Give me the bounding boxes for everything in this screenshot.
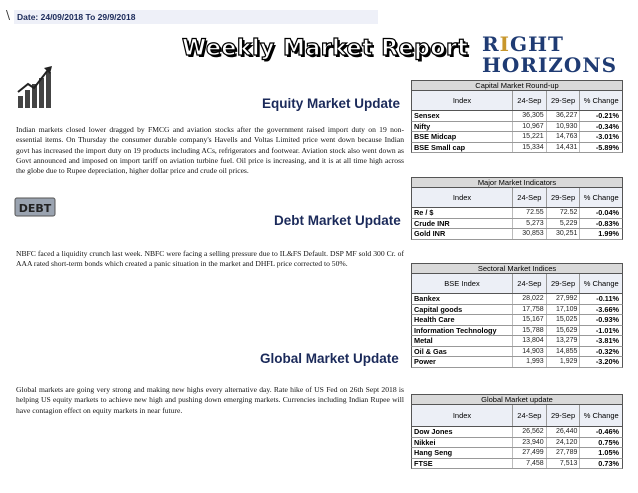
column-header: % Change bbox=[583, 96, 619, 105]
table-header-row bbox=[411, 188, 623, 208]
column-header: Index bbox=[412, 188, 513, 207]
column-header: 24-Sep bbox=[513, 274, 547, 293]
table-row bbox=[411, 427, 623, 438]
percent-change: -0.11% bbox=[596, 294, 619, 303]
column-header: 24-Sep bbox=[513, 91, 547, 110]
row-label: Nifty bbox=[412, 122, 513, 132]
debt-heading: Debt Market Update bbox=[274, 213, 401, 228]
row-label: Re / $ bbox=[412, 208, 513, 218]
percent-change: 1.99% bbox=[598, 229, 619, 238]
percent-change: -0.04% bbox=[595, 208, 619, 217]
corner-mark: \ bbox=[6, 8, 11, 22]
row-label: Bankex bbox=[412, 294, 513, 304]
row-label: Crude INR bbox=[412, 219, 513, 229]
percent-change: 0.75% bbox=[598, 437, 619, 447]
value-29-sep: 1,929 bbox=[547, 357, 581, 367]
row-label: FTSE bbox=[412, 459, 513, 469]
table-row bbox=[411, 459, 623, 470]
column-header: % Change bbox=[583, 279, 619, 288]
value-29-sep: 72.52 bbox=[547, 208, 581, 218]
percent-change: -0.46% bbox=[595, 427, 619, 436]
table-title: Global Market update bbox=[411, 394, 623, 405]
value-24-sep: 72.55 bbox=[513, 208, 547, 218]
value-24-sep: 1,993 bbox=[513, 357, 547, 367]
table-row bbox=[411, 326, 623, 337]
table-row bbox=[411, 143, 623, 154]
column-header: 29-Sep bbox=[547, 91, 581, 110]
table-row bbox=[411, 208, 623, 219]
column-header: 24-Sep bbox=[513, 405, 547, 426]
percent-change: -3.01% bbox=[595, 132, 619, 141]
value-29-sep: 13,279 bbox=[547, 336, 581, 346]
table-row bbox=[411, 219, 623, 230]
table-row bbox=[411, 448, 623, 459]
column-header: 29-Sep bbox=[547, 188, 581, 207]
percent-change: -1.01% bbox=[595, 325, 619, 335]
column-header: Index bbox=[412, 405, 513, 426]
major-indicators-table bbox=[411, 177, 623, 240]
percent-change: -0.34% bbox=[595, 121, 619, 131]
percent-change: -0.32% bbox=[595, 346, 619, 356]
value-24-sep: 17,758 bbox=[513, 305, 547, 315]
value-29-sep: 15,629 bbox=[547, 326, 581, 336]
column-header: 24-Sep bbox=[513, 188, 547, 207]
row-label: Gold INR bbox=[412, 229, 513, 239]
table-row bbox=[411, 132, 623, 143]
value-24-sep: 23,940 bbox=[513, 438, 547, 448]
row-label: Power bbox=[412, 357, 513, 367]
table-header-row bbox=[411, 91, 623, 111]
row-label: Oil & Gas bbox=[412, 347, 513, 357]
global-market-table bbox=[411, 394, 623, 469]
table-row bbox=[411, 122, 623, 133]
value-29-sep: 26,440 bbox=[547, 427, 581, 437]
value-29-sep: 36,227 bbox=[547, 111, 581, 121]
value-24-sep: 28,022 bbox=[513, 294, 547, 304]
value-29-sep: 14,855 bbox=[547, 347, 581, 357]
value-24-sep: 15,221 bbox=[513, 132, 547, 142]
equity-heading: Equity Market Update bbox=[262, 96, 401, 111]
value-29-sep: 17,109 bbox=[547, 305, 581, 315]
value-24-sep: 27,499 bbox=[513, 448, 547, 458]
table-row bbox=[411, 111, 623, 122]
value-24-sep: 14,903 bbox=[513, 347, 547, 357]
report-title: Weekly Market Report bbox=[182, 36, 469, 61]
value-29-sep: 5,229 bbox=[547, 219, 581, 229]
table-title: Sectoral Market Indices bbox=[411, 263, 623, 274]
value-24-sep: 15,167 bbox=[513, 315, 547, 325]
value-24-sep: 10,967 bbox=[513, 122, 547, 132]
value-24-sep: 5,273 bbox=[513, 219, 547, 229]
debt-icon bbox=[14, 194, 58, 225]
column-header: Index bbox=[412, 91, 513, 110]
row-label: Sensex bbox=[412, 111, 513, 121]
percent-change: -0.83% bbox=[595, 218, 619, 228]
value-29-sep: 7,513 bbox=[547, 459, 581, 469]
column-header: 29-Sep bbox=[547, 405, 581, 426]
value-29-sep: 15,025 bbox=[547, 315, 581, 325]
table-row bbox=[411, 315, 623, 326]
capital-market-table bbox=[411, 80, 623, 153]
value-29-sep: 24,120 bbox=[547, 438, 581, 448]
table-row bbox=[411, 229, 623, 240]
value-24-sep: 15,788 bbox=[513, 326, 547, 336]
table-row bbox=[411, 336, 623, 347]
row-label: Health Care bbox=[412, 315, 513, 325]
value-29-sep: 27,789 bbox=[547, 448, 581, 458]
chart-growth-icon bbox=[16, 64, 54, 115]
percent-change: -3.20% bbox=[595, 357, 619, 366]
logo-accent-i: I bbox=[499, 32, 510, 56]
row-label: Hang Seng bbox=[412, 448, 513, 458]
table-header-row bbox=[411, 274, 623, 294]
percent-change: 1.05% bbox=[598, 448, 619, 457]
table-header-row bbox=[411, 405, 623, 427]
global-text: Global markets are going very strong and making new highs every alternative day. Rate hike of US Fed on 26th Sept 2018 is helping US equity markets to achieve new high and pushing down emerging markets. Currencies including Indian Rupee will have contagion effect on equity markets in near future. bbox=[16, 385, 404, 415]
value-24-sep: 13,804 bbox=[513, 336, 547, 346]
table-title: Major Market Indicators bbox=[411, 177, 623, 188]
percent-change: -0.93% bbox=[595, 315, 619, 324]
table-row bbox=[411, 357, 623, 368]
value-24-sep: 26,562 bbox=[513, 427, 547, 437]
svg-text:DEBT: DEBT bbox=[18, 202, 52, 215]
global-heading: Global Market Update bbox=[260, 351, 399, 366]
value-24-sep: 30,853 bbox=[513, 229, 547, 239]
table-row bbox=[411, 294, 623, 305]
column-header: % Change bbox=[583, 411, 619, 420]
percent-change: -3.66% bbox=[595, 304, 619, 314]
row-label: Metal bbox=[412, 336, 513, 346]
value-24-sep: 7,458 bbox=[513, 459, 547, 469]
row-label: Nikkei bbox=[412, 438, 513, 448]
sectoral-indices-table bbox=[411, 263, 623, 368]
value-24-sep: 36,305 bbox=[513, 111, 547, 121]
value-29-sep: 14,431 bbox=[547, 143, 581, 153]
table-row bbox=[411, 438, 623, 449]
value-29-sep: 14,763 bbox=[547, 132, 581, 142]
table-title: Capital Market Round-up bbox=[411, 80, 623, 91]
logo-line1: RIGHT bbox=[482, 32, 564, 56]
table-row bbox=[411, 347, 623, 358]
column-header: BSE Index bbox=[412, 274, 513, 293]
value-29-sep: 27,992 bbox=[547, 294, 581, 304]
row-label: Capital goods bbox=[412, 305, 513, 315]
column-header: % Change bbox=[583, 193, 619, 202]
percent-change: -0.21% bbox=[595, 111, 619, 120]
date-range: Date: 24/09/2018 To 29/9/2018 bbox=[14, 10, 378, 24]
row-label: Dow Jones bbox=[412, 427, 513, 437]
percent-change: -5.89% bbox=[595, 142, 619, 152]
row-label: BSE Midcap bbox=[412, 132, 513, 142]
equity-text: Indian markets closed lower dragged by FMCG and aviation stocks after the government raised import duty on 19 non-essential items. On Thursday the consumer durable company's Havells and Voltas Limited price went down because Indian govt has increased the import duty on 19 products including ACs, refrigerators and footwear. Aviation stock also went down as Govt announced and imposed on import tariff on aviation turbine fuel. Oil price is increasing, and it is at all time high across the globe due to Rupee depreciation, higher dollar price and crude oil prices. bbox=[16, 125, 404, 176]
value-29-sep: 10,930 bbox=[547, 122, 581, 132]
value-24-sep: 15,334 bbox=[513, 143, 547, 153]
row-label: Information Technology bbox=[412, 326, 513, 336]
logo-line2: HORIZONS bbox=[482, 53, 618, 77]
percent-change: 0.73% bbox=[598, 458, 619, 468]
table-row bbox=[411, 305, 623, 316]
percent-change: -3.81% bbox=[595, 336, 619, 345]
column-header: 29-Sep bbox=[547, 274, 581, 293]
row-label: BSE Small cap bbox=[412, 143, 513, 153]
value-29-sep: 30,251 bbox=[547, 229, 581, 239]
debt-text: NBFC faced a liquidity crunch last week. NBFC were facing a selling pressure due to IL&FS Default. DSP MF sold 300 Cr. of AAA rated short-term bonds which created a panic situation in the market and DHFL price corrected to 50%. bbox=[16, 249, 404, 269]
